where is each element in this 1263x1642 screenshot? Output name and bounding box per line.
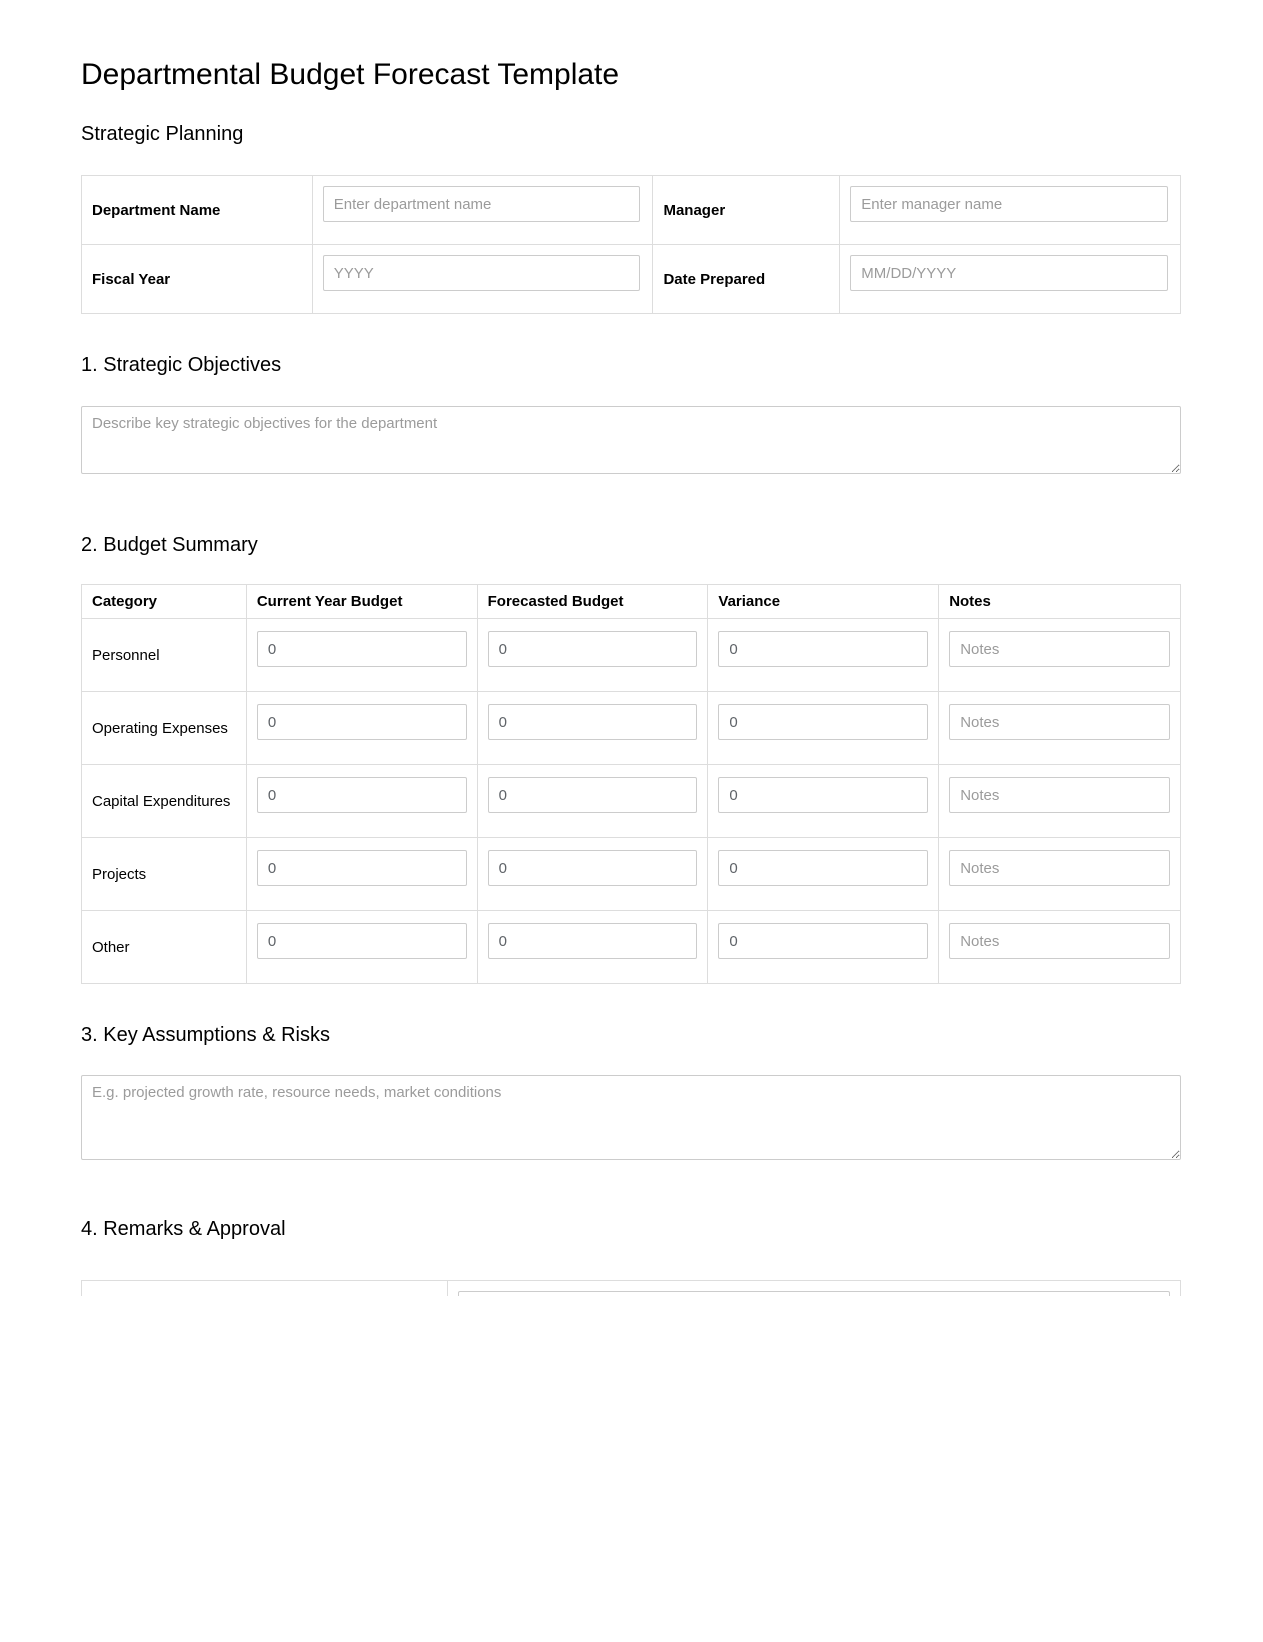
variance-input[interactable] xyxy=(718,704,928,740)
col-header-category: Category xyxy=(82,585,247,619)
budget-row-projects xyxy=(82,838,1181,911)
form-page xyxy=(81,57,1181,1296)
remarks-table xyxy=(81,1280,1181,1296)
budget-heading: 2. Budget Summary xyxy=(81,534,258,556)
variance-input[interactable] xyxy=(718,850,928,886)
notes-input[interactable] xyxy=(949,631,1170,667)
forecasted-budget-input[interactable] xyxy=(488,631,698,667)
remarks-heading: 4. Remarks & Approval xyxy=(81,1218,286,1240)
forecasted-budget-input[interactable] xyxy=(488,777,698,813)
remarks-table-clipped xyxy=(81,1280,1181,1296)
current-year-budget-input[interactable] xyxy=(257,631,467,667)
notes-input[interactable] xyxy=(949,923,1170,959)
category-label: Capital Expenditures xyxy=(82,765,247,838)
assumptions-heading: 3. Key Assumptions & Risks xyxy=(81,1024,330,1046)
remarks-textarea[interactable] xyxy=(458,1291,1170,1296)
budget-row-other xyxy=(82,911,1181,984)
info-row-1 xyxy=(82,176,1181,245)
assumptions-textarea[interactable] xyxy=(81,1075,1181,1160)
fiscal-year-label: Fiscal Year xyxy=(82,245,313,314)
info-row-2 xyxy=(82,245,1181,314)
category-label: Operating Expenses xyxy=(82,692,247,765)
col-header-notes: Notes xyxy=(939,585,1181,619)
forecasted-budget-input[interactable] xyxy=(488,704,698,740)
remarks-row xyxy=(82,1281,1181,1297)
date-prepared-input[interactable] xyxy=(850,255,1168,291)
current-year-budget-input[interactable] xyxy=(257,923,467,959)
category-label: Other xyxy=(82,911,247,984)
fiscal-year-input[interactable] xyxy=(323,255,641,291)
variance-input[interactable] xyxy=(718,631,928,667)
department-name-label: Department Name xyxy=(82,176,313,245)
page-title: Departmental Budget Forecast Template xyxy=(81,58,620,91)
forecasted-budget-input[interactable] xyxy=(488,850,698,886)
col-header-variance: Variance xyxy=(708,585,939,619)
notes-input[interactable] xyxy=(949,704,1170,740)
category-label: Projects xyxy=(82,838,247,911)
notes-input[interactable] xyxy=(949,850,1170,886)
budget-row-operating-expenses xyxy=(82,692,1181,765)
col-header-forecasted: Forecasted Budget xyxy=(477,585,708,619)
current-year-budget-input[interactable] xyxy=(257,850,467,886)
department-name-input[interactable] xyxy=(323,186,641,222)
budget-row-capital-expenditures xyxy=(82,765,1181,838)
manager-label: Manager xyxy=(653,176,840,245)
category-label: Personnel xyxy=(82,619,247,692)
col-header-current-year: Current Year Budget xyxy=(246,585,477,619)
budget-header-row xyxy=(82,585,1181,619)
notes-input[interactable] xyxy=(949,777,1170,813)
budget-row-personnel xyxy=(82,619,1181,692)
objectives-textarea[interactable] xyxy=(81,406,1181,474)
info-table xyxy=(81,175,1181,314)
objectives-heading: 1. Strategic Objectives xyxy=(81,354,282,376)
variance-input[interactable] xyxy=(718,923,928,959)
remarks-label-cell xyxy=(82,1281,448,1297)
variance-input[interactable] xyxy=(718,777,928,813)
current-year-budget-input[interactable] xyxy=(257,777,467,813)
manager-input[interactable] xyxy=(850,186,1168,222)
forecasted-budget-input[interactable] xyxy=(488,923,698,959)
page-subtitle: Strategic Planning xyxy=(81,123,244,145)
current-year-budget-input[interactable] xyxy=(257,704,467,740)
date-prepared-label: Date Prepared xyxy=(653,245,840,314)
budget-table xyxy=(81,584,1181,984)
